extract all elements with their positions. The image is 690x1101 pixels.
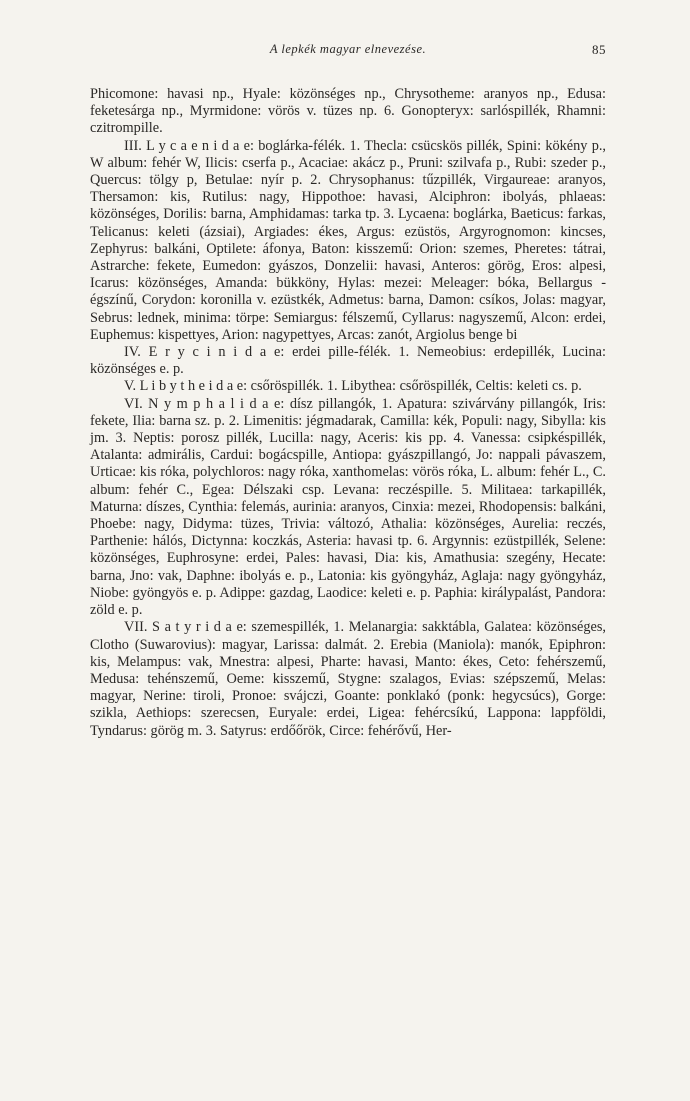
body-text — [90, 86, 606, 740]
paragraph-libytheidae: V. L i b y t h e i d a e: csőröspillék. 1. Libythea: csőröspillék, Celtis: keleti cs. p. — [124, 378, 582, 395]
paragraph-lycaenidae: III. L y c a e n i d a e: boglárka-félék. 1. Thecla: csücskös pillék, Spini: kökény p., W album: fehér W, Ilicis: cserfa p., Acaciae: akácz p., Pruni: szilvafa p., Rubi: szeder p., Quercus: tölgy p, Betulae: nyír p. 2. Chrysophanus: tűzpillék, Virgaureae: aranyos, Thersamon: kis, Rutilus: nagy, Hippothoe: havasi, Alciphron: ibolyás, phlaeas: közönséges, Dorilis: barna, Amphidamas: tarka tp. 3. Lycaena: boglárka, Baeticus: farkas, Telicanus: keleti (ázsiai), Argiades: ékes, Argus: ezüstös, Argyrognomon: kincses, Zephyrus: balkáni, Optilete: áfonya, Baton: kisszemű: Orion: szemes, Pheretes: tátrai, Astrarche: fekete, Eumedon: gyászos, Donzelii: havasi, Anteros: görög, Eros: alpesi, Icarus: közönséges, Amanda: bükköny, Hylas: mezei: Meleager: bóka, Bellargus - égszínű, Corydon: koronilla v. ezüstkék, Admetus: barna, Damon: csíkos, Jolas: magyar, Sebrus: lednek, minima: törpe: Semiargus: félszemű, Cyllarus: nagyszemű, Alcon: erdei, Euphemus: kispettyes, Arion: nagypettyes, Arcas: zanót, Argiolus benge bi — [90, 137, 606, 343]
page-number: 85 — [592, 42, 606, 57]
running-head — [90, 40, 606, 62]
running-title: A lepkék magyar elnevezése. — [269, 42, 427, 56]
paragraph-nymphalidae: VI. N y m p h a l i d a e: dísz pillangók, 1. Apatura: szivárvány pillangók, Iris: fekete, Ilia: barna sz. p. 2. Limenitis: jégmadarak, Camilla: kék, Populi: nagy, Sibylla: kis jm. 3. Neptis: porosz pillék, Lucilla: nagy, Aceris: kis pp. 4. Vanessa: csipkéspillék, Atalanta: admirális, Cardui: bogácspille, Antiopa: gyászpillangó, Jo: nappali pávaszem, Urticae: kis róka, polychloros: nagy róka, xanthomelas: vörös róka, L. album: fehér L., C. album: fehér C., Egea: Délszaki csp. Levana: reczéspille. 5. Militaea: tarkapillék, Maturna: díszes, Cynthia: felemás, aurinia: aranyos, Cinxia: mezei, Rhodopensis: balkáni, Phoebe: nagy, Didyma: tüzes, Trivia: változó, Athalia: közönséges, Aurelia: reczés, Parthenie: hálós, Dictynna: koczkás, Asteria: havasi tp. 6. Argynnis: ezüstpillék, Selene: közönséges, Euphrosyne: erdei, Pales: havasi, Dia: kis, Amathusia: szegény, Hecate: barna, Jno: vak, Daphne: ibolyás e. p., Latonia: kis gyöngyház, Aglaja: nagy gyöngyház, Niobe: gyöngyös e. p. Adippe: gazdag, Laodice: keleti e. p. Paphia: királypalást, Pandora: zöld e. p. — [90, 395, 606, 619]
paragraph-erycinidae: IV. E r y c i n i d a e: erdei pille-félék. 1. Nemeobius: erdepillék, Lucina: közönséges e. p. — [90, 344, 606, 378]
paragraph-pieridae-end: Phicomone: havasi np., Hyale: közönséges np., Chrysotheme: aranyos np., Edusa: feketesárga np., Myrmidone: vörös v. tüzes np. 6. Gonopteryx: sarlóspillék, Rhamni: czitrompille. — [90, 86, 606, 137]
paragraph-satyridae: VII. S a t y r i d a e: szemespillék, 1. Melanargia: sakktábla, Galatea: közönséges, Clotho (Suwarovius): magyar, Larissa: dalmát. 2. Erebia (Maniola): manók, Epiphron: kis, Melampus: vak, Mnestra: alpesi, Pharte: havasi, Manto: ékes, Ceto: fehérszemű, Medusa: tehénszemű, Oeme: kisszemű, Stygne: szalagos, Evias: szépszemű, Melas: magyar, Nerine: tiroli, Pronoe: svájczi, Goante: ponklakó (ponk: hegycsúcs), Gorge: szikla, Aethiops: szerecsen, Euryale: erdei, Ligea: fehércsíkú, Lappona: lappföldi, Tyndarus: görög m. 3. Satyrus: erdőőrök, Circe: fehérővű, Her- — [90, 619, 606, 739]
